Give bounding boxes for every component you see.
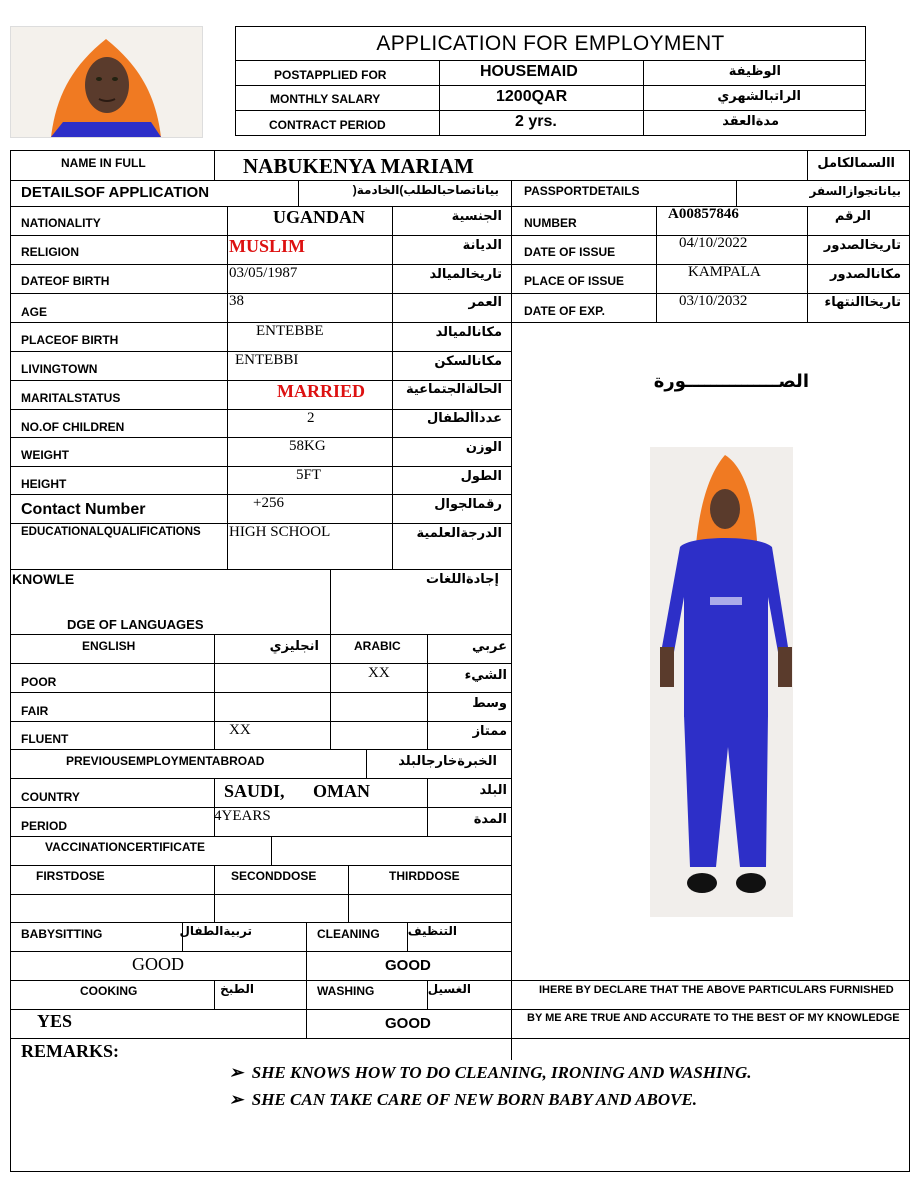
issue-date-value: 04/10/2022 — [679, 235, 748, 251]
age-label: AGE — [21, 305, 48, 319]
period-ar: المدة — [473, 811, 507, 826]
dob-value: 03/05/1987 — [229, 265, 298, 281]
monthly-salary-label: MONTHLY SALARY — [270, 92, 381, 106]
contact-value: +256 — [253, 495, 284, 511]
livingtown-label: LIVINGTOWN — [21, 362, 98, 376]
issue-place-value: KAMPALA — [688, 264, 761, 280]
religion-ar: الديانة — [462, 237, 502, 252]
age-ar: العمر — [468, 294, 502, 309]
remarks-label: REMARKS: — [21, 1041, 119, 1061]
fluent-label: FLUENT — [21, 732, 69, 746]
fair-ar: وسط — [472, 695, 507, 710]
washing-ar: الغسيل — [427, 982, 471, 996]
birthplace-ar: مكانالميالد — [435, 324, 502, 339]
post-applied-label: POSTAPPLIED FOR — [274, 68, 387, 82]
languages-label-b: DGE OF LANGUAGES — [67, 617, 204, 632]
cooking-ar: الطبخ — [220, 982, 254, 996]
arabic-ar: عربي — [471, 638, 507, 653]
babysitting-ar: تربيةالطفال — [179, 924, 252, 938]
issue-date-label: DATE OF ISSUE — [524, 245, 616, 259]
cooking-value: YES — [37, 1011, 73, 1031]
height-ar: الطول — [460, 468, 502, 483]
cleaning-ar: التنظيف — [407, 924, 457, 938]
marital-label: MARITALSTATUS — [21, 391, 121, 405]
form-title: APPLICATION FOR EMPLOYMENT — [236, 27, 865, 61]
washing-label: WASHING — [317, 984, 375, 998]
livingtown-value: ENTEBBI — [235, 352, 299, 368]
portrait-illustration — [11, 27, 202, 137]
declaration-line1: IHERE BY DECLARE THAT THE ABOVE PARTICULARS FURNISHED — [539, 984, 894, 996]
fair-label: FAIR — [21, 704, 49, 718]
issue-place-label: PLACE OF ISSUE — [524, 274, 625, 288]
children-value: 2 — [307, 410, 315, 426]
passport-details-label: PASSPORTDETAILS — [524, 184, 640, 198]
second-dose-label: SECONDDOSE — [231, 869, 317, 883]
name-label: NAME IN FULL — [61, 156, 146, 170]
issue-place-ar: مكانالصدور — [829, 266, 901, 281]
applicant-portrait — [10, 26, 203, 138]
birthplace-label: PLACEOF BIRTH — [21, 333, 119, 347]
education-value: HIGH SCHOOL — [229, 524, 331, 540]
dob-ar: تاريخالميالد — [429, 266, 502, 281]
poor-arabic: XX — [368, 665, 390, 681]
babysitting-label: BABYSITTING — [21, 927, 103, 941]
marital-value: MARRIED — [277, 381, 365, 401]
english-label: ENGLISH — [82, 639, 136, 653]
religion-label: RELIGION — [21, 245, 80, 259]
passport-details-ar: بياناتجوازالسفر — [809, 184, 901, 198]
fluent-ar: ممتاز — [472, 723, 507, 738]
english-ar: انجليزي — [269, 638, 319, 653]
declaration-line2: BY ME ARE TRUE AND ACCURATE TO THE BEST OF MY KNOWLEDGE — [527, 1012, 900, 1024]
poor-label: POOR — [21, 675, 57, 689]
remark-item-1: ➢ SHE KNOWS HOW TO DO CLEANING, IRONING AND WASHING. — [229, 1063, 752, 1082]
cleaning-label: CLEANING — [317, 927, 380, 941]
post-applied-value: HOUSEMAID — [480, 63, 578, 80]
details-label: DETAILSOF APPLICATION — [21, 184, 210, 201]
weight-ar: الوزن — [465, 439, 502, 454]
poor-ar: الشيء — [464, 667, 507, 682]
third-dose-label: THIRDDOSE — [389, 869, 460, 883]
country-ar: البلد — [479, 782, 507, 797]
arrow-bullet-icon: ➢ — [229, 1090, 252, 1109]
babysitting-value: GOOD — [132, 954, 184, 974]
contact-label: Contact Number — [21, 501, 146, 518]
details-ar: بياناتصاحبالطلب)الخادمة( — [352, 183, 499, 197]
birthplace-value: ENTEBBE — [256, 323, 324, 339]
monthly-salary-value: 1200QAR — [496, 88, 568, 105]
education-ar: الدرجةالعلمية — [416, 525, 502, 540]
remark-item-2: ➢ SHE CAN TAKE CARE OF NEW BORN BABY AND ABOVE. — [229, 1090, 698, 1109]
cooking-label: COOKING — [80, 984, 138, 998]
nationality-value: UGANDAN — [273, 207, 365, 227]
country-value-a: SAUDI, — [224, 781, 285, 801]
languages-ar: إجادةاللغات — [426, 571, 499, 586]
nationality-label: NATIONALITY — [21, 216, 101, 230]
country-label: COUNTRY — [21, 790, 80, 804]
passport-number-label: NUMBER — [524, 216, 577, 230]
fluent-english: XX — [229, 722, 251, 738]
full-photo-illustration — [650, 447, 793, 917]
application-header — [235, 26, 866, 136]
name-value: NABUKENYA MARIAM — [243, 154, 474, 178]
contact-ar: رقمالجوال — [434, 496, 502, 511]
languages-label-a: KNOWLE — [12, 571, 75, 587]
period-value: 4YEARS — [214, 808, 271, 824]
country-value-b: OMAN — [313, 781, 370, 801]
post-applied-ar: الوظيفة — [728, 63, 781, 78]
religion-value: MUSLIM — [229, 236, 305, 256]
height-label: HEIGHT — [21, 477, 67, 491]
period-label: PERIOD — [21, 819, 68, 833]
applicant-full-photo — [650, 447, 793, 917]
passport-number-value: A00857846 — [668, 206, 739, 222]
children-ar: عدداألطفال — [426, 410, 502, 425]
washing-value: GOOD — [385, 1015, 431, 1032]
contract-period-value: 2 yrs. — [515, 113, 557, 130]
nationality-ar: الجنسية — [451, 208, 502, 223]
marital-ar: الحالةالجتماعية — [405, 381, 502, 396]
previous-employment-label: PREVIOUSEMPLOYMENTABROAD — [66, 754, 265, 768]
arrow-bullet-icon: ➢ — [229, 1063, 252, 1082]
expiry-value: 03/10/2032 — [679, 293, 748, 309]
weight-label: WEIGHT — [21, 448, 69, 462]
photo-label-ar: الصـــــــــــــــورة — [653, 371, 809, 391]
education-label: EDUCATIONALQUALIFICATIONS — [21, 526, 201, 538]
livingtown-ar: مكانالسكن — [434, 353, 502, 368]
contract-period-label: CONTRACT PERIOD — [269, 118, 386, 132]
dob-label: DATEOF BIRTH — [21, 274, 110, 288]
expiry-label: DATE OF EXP. — [524, 304, 605, 318]
weight-value: 58KG — [289, 438, 326, 454]
age-value: 38 — [229, 293, 244, 309]
name-ar: االسمالكامل — [817, 155, 895, 170]
contract-period-ar: مدةالعقد — [722, 113, 779, 128]
previous-employment-ar: الخبرةخارجالبلد — [398, 753, 497, 768]
vaccination-label: VACCINATIONCERTIFICATE — [45, 840, 205, 854]
monthly-salary-ar: الراتبالشهري — [717, 88, 801, 103]
passport-number-ar: الرقم — [834, 208, 871, 223]
children-label: NO.OF CHILDREN — [21, 420, 125, 434]
height-value: 5FT — [296, 467, 322, 483]
expiry-ar: تاريخاالنتهاء — [824, 294, 901, 309]
cleaning-value: GOOD — [385, 957, 431, 974]
arabic-label: ARABIC — [354, 639, 401, 653]
first-dose-label: FIRSTDOSE — [36, 869, 105, 883]
issue-date-ar: تاريخالصدور — [823, 237, 901, 252]
